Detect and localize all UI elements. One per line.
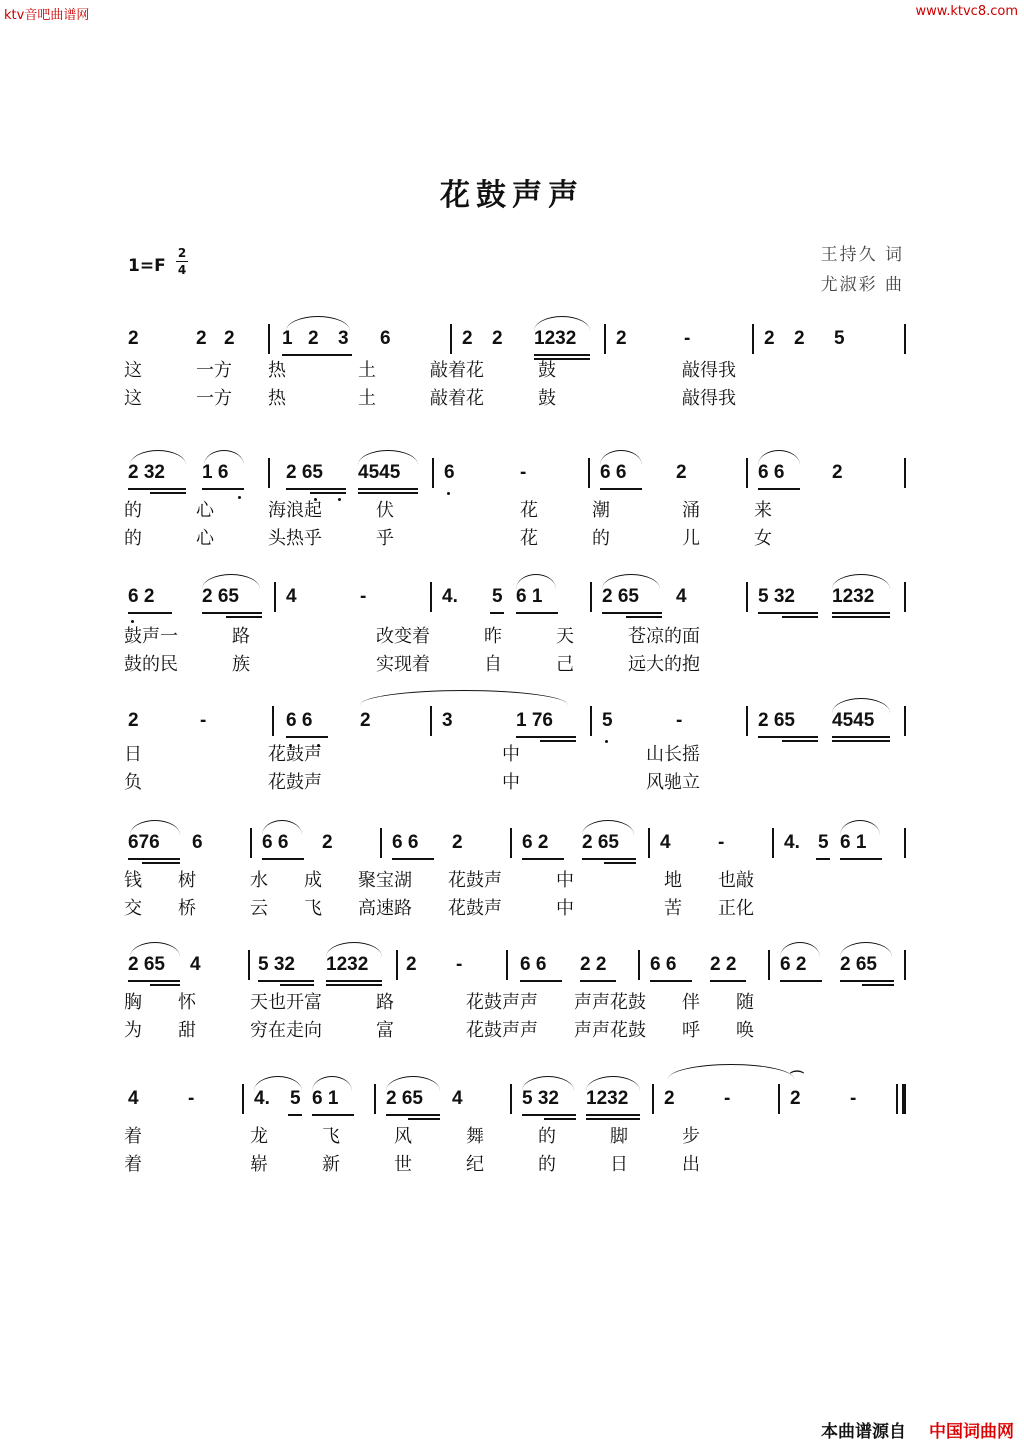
lyric-row-3-verse-2: 鼓的民 族 实现着 自 己 远大的抱 bbox=[124, 654, 700, 675]
time-signature bbox=[176, 246, 188, 277]
lyric-row-5-verse-1: 钱 树 水 成 聚宝湖 花鼓声 中 地 也敲 bbox=[124, 870, 754, 891]
time-top: 2 bbox=[177, 246, 187, 260]
lyric-row-5-verse-2: 交 桥 云 飞 高速路 花鼓声 中 苦 正化 bbox=[124, 898, 754, 919]
watermark-right: www.ktvc8.com bbox=[915, 4, 1018, 19]
score-row-1: 2 2 2 1 2 3 6 2 2 1232 2 - 2 2 5 这 一方 热 土 敲着花 鼓 敲得我 这 一方 热 土 敲着花 鼓 敲得我 bbox=[0, 322, 1024, 452]
lyric-row-3-verse-1: 鼓声一 路 改变着 昨 天 苍凉的面 bbox=[124, 626, 700, 647]
score-row-3: 6 2 2 65 4 - 4. 5 6 1 2 65 4 5 32 1232 鼓声一 路 改变着 昨 天 苍凉的面 鼓的民 族 实现着 自 己 远大的抱 bbox=[0, 580, 1024, 710]
lyric-row-7-verse-2: 着 崭 新 世 纪 的 日 出 bbox=[124, 1154, 700, 1175]
lyric-row-2-verse-2: 的 心 头热乎 乎 花 的 儿 女 bbox=[124, 528, 772, 549]
lyric-row-6-verse-1: 胸 怀 天也开富 路 花鼓声声 声声花鼓 伴 随 bbox=[124, 992, 754, 1013]
fermata-icon: ⌒ bbox=[790, 1070, 804, 1086]
lyric-row-2-verse-1: 的 心 海浪起 伏 花 潮 涌 来 bbox=[124, 500, 772, 521]
footer-source-label: 本曲谱源自 bbox=[821, 1422, 906, 1442]
watermark-left: ktv音吧曲谱网 bbox=[4, 8, 90, 23]
score-row-7: 4 - 4. 5 6 1 2 65 4 5 32 1232 2 - ⌒ 2 - 着 龙 飞 风 舞 的 脚 步 着 崭 新 世 纪 的 日 出 bbox=[0, 1082, 1024, 1212]
lyric-row-1-verse-2: 这 一方 热 土 敲着花 鼓 敲得我 bbox=[124, 388, 736, 409]
composer-credit: 尤淑彩 曲 bbox=[820, 275, 904, 295]
lyric-row-1-verse-1: 这 一方 热 土 敲着花 鼓 敲得我 bbox=[124, 360, 736, 381]
lyricist-credit: 王持久 词 bbox=[820, 245, 904, 265]
score-row-5: 676 6 6 6 2 6 6 2 6 2 2 65 4 - 4. 5 6 1 钱 树 水 成 聚宝湖 花鼓声 中 地 也敲 交 桥 云 飞 高速路 花鼓声 中 苦 正化 bbox=[0, 826, 1024, 956]
lyric-row-4-verse-2: 负 花鼓声 中 风驰立 bbox=[124, 772, 700, 793]
time-bottom: 4 bbox=[177, 263, 187, 277]
score-row-2: 2 32 1 6 2 65 4545 6 - 6 6 2 6 6 2 的 心 海浪起 伏 花 潮 涌 来 的 心 头热乎 乎 花 的 儿 女 bbox=[0, 456, 1024, 586]
lyric-row-7-verse-1: 着 龙 飞 风 舞 的 脚 步 bbox=[124, 1126, 700, 1147]
footer-site-link[interactable]: 中国词曲网 bbox=[929, 1422, 1014, 1442]
score-row-6: 2 65 4 5 32 1232 2 - 6 6 2 2 6 6 2 2 6 2 2 65 胸 怀 天也开富 路 花鼓声声 声声花鼓 伴 随 为 甜 穷在走向 富 花鼓声声 声声花鼓 呼 唤 bbox=[0, 948, 1024, 1078]
lyric-row-6-verse-2: 为 甜 穷在走向 富 花鼓声声 声声花鼓 呼 唤 bbox=[124, 1020, 754, 1041]
song-title: 花鼓声声 bbox=[440, 178, 584, 213]
lyric-row-4-verse-1: 日 花鼓声 中 山长摇 bbox=[124, 744, 700, 765]
key-signature: 1=F bbox=[128, 256, 166, 276]
score-row-4: 2 - 6 6 2 3 1 76 5 - 2 65 4545 日 花鼓声 中 山长摇 负 花鼓声 中 风驰立 bbox=[0, 704, 1024, 834]
